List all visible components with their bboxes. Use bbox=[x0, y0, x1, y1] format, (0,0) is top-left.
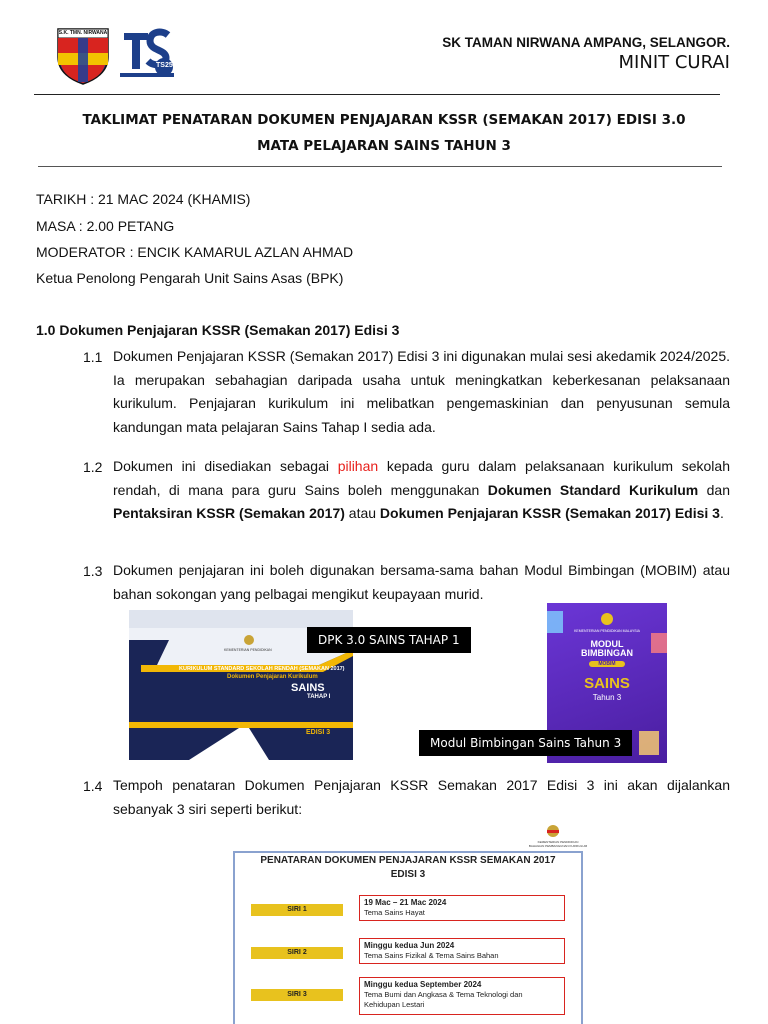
siri-details bbox=[359, 895, 565, 921]
item-number: 1.2 bbox=[83, 459, 103, 475]
meeting-date: TARIKH : 21 MAC 2024 (KHAMIS) bbox=[36, 191, 251, 207]
title-line-1: TAKLIMAT PENATARAN DOKUMEN PENJAJARAN KSSR (SEMAKAN 2017) EDISI 3.0 bbox=[82, 112, 686, 128]
title-line-2: MATA PELAJARAN SAINS TAHUN 3 bbox=[257, 138, 511, 154]
item-number: 1.1 bbox=[83, 349, 103, 365]
item-number: 1.4 bbox=[83, 778, 103, 794]
siri-details bbox=[359, 938, 565, 964]
school-logo bbox=[55, 25, 111, 85]
item-text-part: dan bbox=[698, 481, 731, 498]
ts25-logo-text: TS25 bbox=[156, 62, 173, 69]
siri-date: Minggu kedua September 2024 bbox=[364, 980, 482, 989]
schedule-ministry-logo bbox=[543, 824, 563, 838]
mobim-level: Tahun 3 bbox=[592, 693, 622, 702]
siri-date: 19 Mac – 21 Mac 2024 bbox=[364, 898, 447, 907]
item-text-part: Dokumen ini disediakan sebagai bbox=[113, 458, 338, 474]
document-type: MINIT CURAI bbox=[618, 52, 730, 73]
dpk-ministry-label: KEMENTERIAN PENDIDIKAN bbox=[224, 648, 272, 652]
siri-theme: Tema Sains Hayat bbox=[364, 908, 425, 917]
schedule-title-2: EDISI 3 bbox=[390, 869, 426, 880]
item-text-part: kepada guru dalam pelaksanaan kurikulum sekolah rendah, di mana para guru Sains boleh menggunakan bbox=[113, 458, 730, 498]
mobim-caption: Modul Bimbingan Sains Tahun 3 bbox=[419, 730, 632, 756]
siri-label: SIRI 3 bbox=[251, 989, 343, 1001]
item-text-part: . bbox=[719, 505, 724, 521]
header-divider bbox=[34, 94, 720, 95]
siri-label: SIRI 2 bbox=[251, 947, 343, 959]
item-text: Dokumen penjajaran ini boleh digunakan bersama-sama bahan Modul Bimbingan (MOBIM) atau bahan sokongan yang pelbagai mengikut keupayaan murid. bbox=[113, 562, 730, 602]
item-text: Tempoh penataran Dokumen Penjajaran KSSR Semakan 2017 Edisi 3 ini akan dijalankan sebanyak 3 siri seperti berikut: bbox=[113, 777, 730, 817]
siri-theme: Tema Bumi dan Angkasa & Tema Teknologi dan Kehidupan Lestari bbox=[364, 990, 523, 1009]
item-text-part: atau bbox=[344, 505, 380, 521]
bold-text: Dokumen Penjajaran KSSR (Semakan 2017) Edisi 3 bbox=[379, 505, 720, 521]
dpk-document-label: Dokumen Penjajaran Kurikulum bbox=[227, 674, 318, 680]
title-divider bbox=[38, 166, 722, 167]
mobim-badge: MOBIM bbox=[589, 661, 625, 667]
mobim-ministry-label: KEMENTERIAN PENDIDIKAN MALAYSIA bbox=[574, 629, 640, 633]
item-number: 1.3 bbox=[83, 563, 103, 579]
dpk-caption: DPK 3.0 SAINS TAHAP 1 bbox=[307, 627, 471, 653]
dpk-subject-label: SAINS bbox=[291, 682, 325, 694]
school-logo-text: S.K. TMN. NIRWANA bbox=[58, 30, 108, 36]
dpk-edition-label: EDISI 3 bbox=[306, 729, 331, 736]
item-text: Dokumen Penjajaran KSSR (Semakan 2017) Edisi 3 ini digunakan mulai sesi akedamik 2024/2025. Ia merupakan sebahagian daripada usaha untuk meningkatkan keberkesanan pelaksanaan kurikulum. Penjajaran kurikulum ini melibatkan pengemaskinian dan penyusunan semula kandungan mata pelajaran Sains Tahap I sedia ada. bbox=[113, 348, 730, 435]
bold-text: Pentaksiran KSSR (Semakan 2017) bbox=[113, 505, 345, 521]
highlight-text: pilihan bbox=[337, 458, 379, 474]
meeting-time: MASA : 2.00 PETANG bbox=[36, 218, 175, 234]
mobim-title-1: MODUL bbox=[590, 639, 624, 649]
moderator-position: Ketua Penolong Pengarah Unit Sains Asas (BPK) bbox=[36, 270, 344, 286]
siri-label: SIRI 1 bbox=[251, 904, 343, 916]
siri-details bbox=[359, 977, 565, 1015]
bold-text: Dokumen Standard Kurikulum bbox=[487, 481, 699, 498]
schedule-title-1: PENATARAN DOKUMEN PENJAJARAN KSSR SEMAKAN 2017 bbox=[260, 855, 556, 866]
section-heading: 1.0 Dokumen Penjajaran KSSR (Semakan 2017) Edisi 3 bbox=[36, 322, 400, 338]
schedule-image bbox=[225, 820, 593, 1024]
dpk-level-label: TAHAP I bbox=[307, 694, 331, 700]
mobim-title-2: BIMBINGAN bbox=[581, 648, 633, 658]
school-name: SK TAMAN NIRWANA AMPANG, SELANGOR. bbox=[442, 35, 730, 50]
dpk-curriculum-label: KURIKULUM STANDARD SEKOLAH RENDAH (SEMAKAN 2017) bbox=[179, 666, 345, 672]
item-text bbox=[113, 455, 730, 526]
siri-theme: Tema Sains Fizikal & Tema Sains Bahan bbox=[364, 951, 499, 960]
meeting-moderator: MODERATOR : ENCIK KAMARUL AZLAN AHMAD bbox=[36, 244, 354, 260]
ts25-logo bbox=[118, 25, 176, 83]
siri-date: Minggu kedua Jun 2024 bbox=[364, 941, 455, 950]
schedule-ministry-label: KEMENTERIAN PENDIDIKAN BAHAGIAN PEMBANGUNAN KURIKULUM bbox=[528, 840, 588, 848]
mobim-subject: SAINS bbox=[584, 675, 630, 692]
